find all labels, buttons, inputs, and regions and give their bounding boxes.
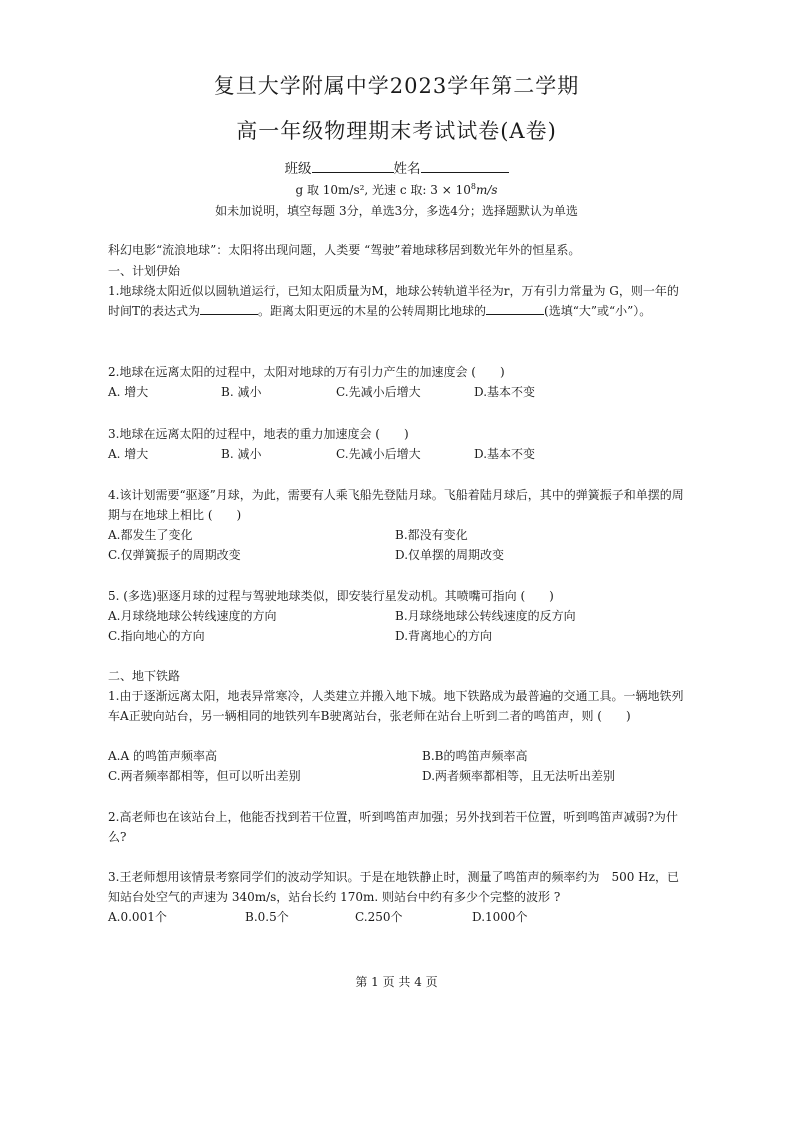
- exam-title: 复旦大学附属中学2023学年第二学期: [213, 74, 580, 98]
- section2-heading: 二、地下铁路: [108, 669, 181, 683]
- s2-question-3: 3.王老师想用该情景考察同学们的波动学知识。于是在地铁静止时，测量了鸣笛声的频率约为 500 Hz，已知站台处空气的声速为 340m/s，站台长约 170m. 则站台中约有多少个完整的波形 ?: [108, 870, 679, 904]
- page-footer: 第 1 页 共 4 页: [355, 975, 438, 989]
- s1q1-part-a: 1.地球绕太阳近似以圆轨道运行，已知太阳质量为M，地球公转轨道半径为r，万有引力常量为 G，则一年的时间T的表达式为: [108, 284, 679, 318]
- s2q3-option-a[interactable]: A.0.001个: [108, 910, 167, 924]
- s1q1-blank-2[interactable]: [486, 301, 544, 315]
- s2q3-option-b[interactable]: B.0.5个: [245, 910, 289, 924]
- s1q5-option-a[interactable]: A.月球绕地球公转线速度的方向: [108, 609, 277, 623]
- constants-line: [0, 180, 793, 200]
- name-label: 姓名: [393, 161, 421, 177]
- class-blank[interactable]: [312, 158, 394, 173]
- constants-unit: m/s: [475, 183, 498, 197]
- s2q1-option-d[interactable]: D.两者频率都相等，且无法听出差别: [422, 769, 616, 783]
- s2q1-option-a[interactable]: A.A 的鸣笛声频率高: [108, 749, 217, 763]
- s1q5-option-d[interactable]: D.背离地心的方向: [395, 629, 493, 643]
- s1q3-option-a[interactable]: A. 增大: [108, 447, 149, 461]
- s1q2-option-a[interactable]: A. 增大: [108, 385, 149, 399]
- name-blank[interactable]: [421, 158, 509, 173]
- section1-heading: 一、计划伊始: [108, 264, 181, 278]
- s1q2-option-c[interactable]: C.先减小后增大: [336, 385, 421, 399]
- s1q4-option-c[interactable]: C.仅弹簧振子的周期改变: [108, 548, 241, 562]
- s1q4-option-b[interactable]: B.都没有变化: [395, 528, 468, 542]
- s1q2-option-d[interactable]: D.基本不变: [474, 385, 536, 399]
- s2q1-options: [108, 746, 688, 786]
- s1q4-option-d[interactable]: D.仅单摆的周期改变: [395, 548, 505, 562]
- exam-subtitle: 高一年级物理期末考试试卷(A卷): [236, 119, 557, 143]
- s2q3-option-c[interactable]: C.250个: [355, 910, 403, 924]
- s1q4-options: [108, 525, 688, 565]
- s1-question-4: 4.该计划需要“驱逐”月球，为此，需要有人乘飞船先登陆月球。飞船着陆月球后，其中的弹簧振子和单摆的周期与在地球上相比 ( ): [108, 488, 684, 522]
- s1q5-options: [108, 606, 688, 646]
- s2-question-2: 2.高老师也在该站台上，他能否找到若干位置，听到鸣笛声加强；另外找到若干位置，听到鸣笛声减弱?为什么?: [108, 810, 678, 844]
- intro-text: 科幻电影“流浪地球”：太阳将出现问题，人类要 “驾驶”着地球移居到数光年外的恒星系。: [108, 243, 581, 257]
- class-label: 班级: [284, 161, 312, 177]
- s1-question-2: 2.地球在远离太阳的过程中，太阳对地球的万有引力产生的加速度会 ( ): [108, 365, 505, 379]
- s1-question-3: 3.地球在远离太阳的过程中，地表的重力加速度会 ( ): [108, 427, 409, 441]
- scoring-note: 如未加说明，填空每题 3分，单选3分，多选4分；选择题默认为单选: [215, 204, 578, 218]
- s1q3-options: [108, 444, 688, 464]
- constants-exponent: 8: [470, 182, 476, 191]
- s2-question-1: 1.由于逐渐远离太阳，地表异常寒冷，人类建立并搬入地下城。地下铁路成为最普遍的交通工具。一辆地铁列车A正驶向站台，另一辆相同的地铁列车B驶离站台，张老师在站台上听到二者的鸣笛声，则 ( ): [108, 689, 684, 723]
- s1-question-5: 5. (多选)驱逐月球的过程与驾驶地球类似，即安装行星发动机。其喷嘴可指向 ( ): [108, 589, 554, 603]
- s1q3-option-b[interactable]: B. 减小: [221, 447, 262, 461]
- s1q2-options: [108, 382, 688, 402]
- s2q1-option-b[interactable]: B.B的鸣笛声频率高: [422, 749, 528, 763]
- s1q3-option-d[interactable]: D.基本不变: [474, 447, 536, 461]
- s1q4-option-a[interactable]: A.都发生了变化: [108, 528, 193, 542]
- s2q1-option-c[interactable]: C.两者频率都相等，但可以听出差别: [108, 769, 301, 783]
- constants-value: 3 × 10: [430, 183, 471, 197]
- s1q1-blank-1[interactable]: [200, 301, 258, 315]
- constants-prefix: g 取 10m/s², 光速 c 取:: [295, 183, 431, 197]
- s1-question-1: [108, 281, 686, 321]
- s1q5-option-c[interactable]: C.指向地心的方向: [108, 629, 205, 643]
- s1q1-part-c: (选填“大”或“小”）。: [544, 304, 652, 318]
- s1q1-part-b: 。距离太阳更远的木星的公转周期比地球的: [258, 304, 487, 318]
- s2q3-option-d[interactable]: D.1000个: [472, 910, 528, 924]
- class-name-line: [0, 158, 793, 179]
- s1q2-option-b[interactable]: B. 减小: [221, 385, 262, 399]
- s1q3-option-c[interactable]: C.先减小后增大: [336, 447, 421, 461]
- s2q3-options: [108, 907, 688, 927]
- s1q5-option-b[interactable]: B.月球绕地球公转线速度的反方向: [395, 609, 576, 623]
